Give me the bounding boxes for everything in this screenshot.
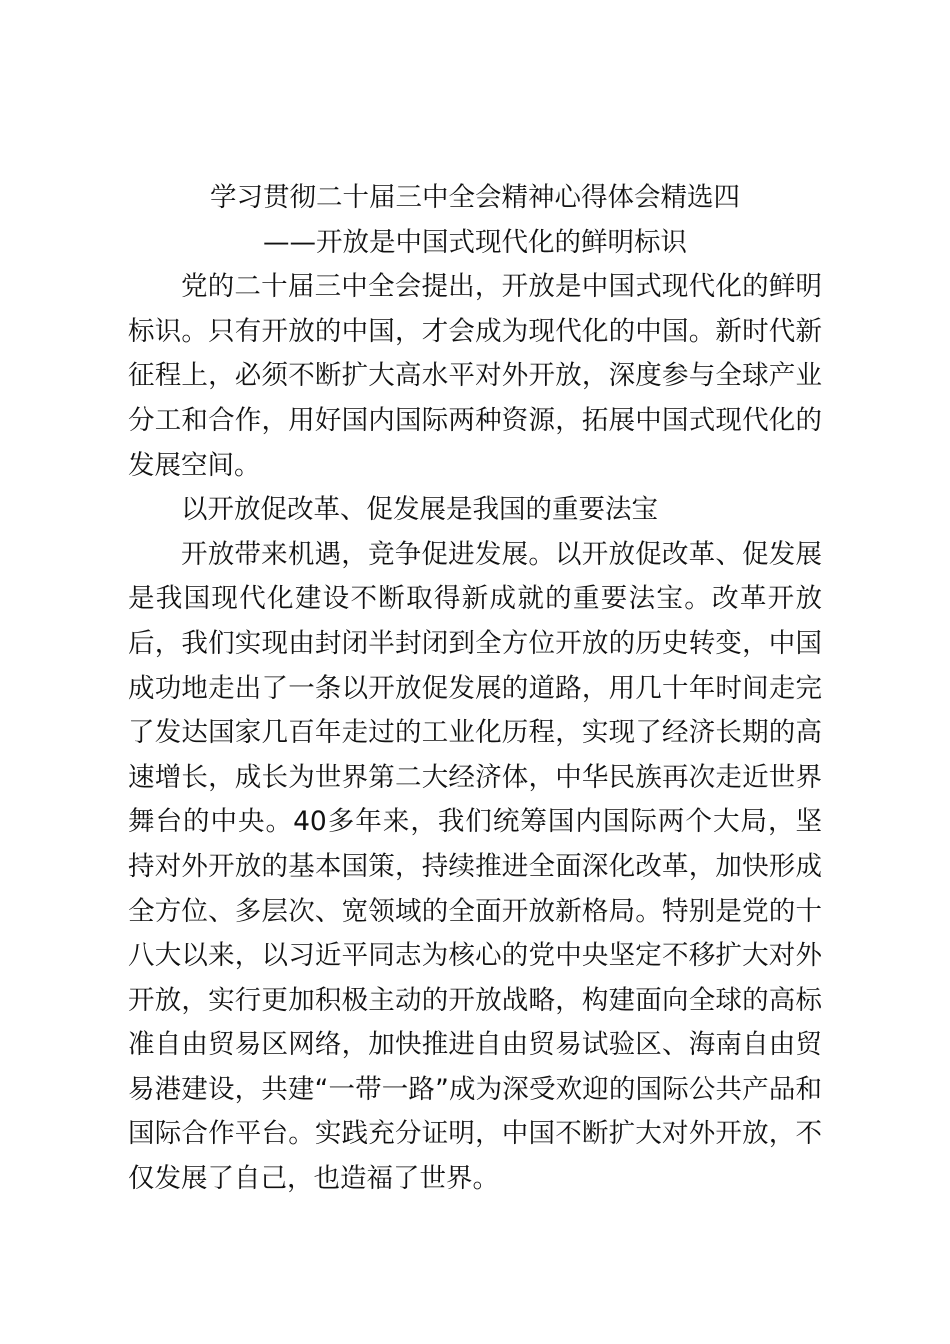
document-subtitle: ——开放是中国式现代化的鲜明标识 [263, 226, 687, 258]
section-heading: 以开放促改革、促发展是我国的重要法宝 [181, 494, 658, 526]
document-title: 学习贯彻二十届三中全会精神心得体会精选四 [210, 182, 740, 213]
document-body [128, 176, 822, 1202]
body-paragraph: 开放带来机遇，竞争促进发展。以开放促改革、促发展是我国现代化建设不断取得新成就的重要法宝。改革开放后，我们实现由封闭半封闭到全方位开放的历史转变，中国成功地走出了一条以开放促发展的道路，用几十年时间走完了发达国家几百年走过的工业化历程，实现了经济长期的高速增长，成长为世界第二大经济体，中华民族再次走近世界舞台的中央。40多年来，我们统筹国内国际两个大局，坚持对外开放的基本国策，持续推进全面深化改革，加快形成全方位、多层次、宽领域的全面开放新格局。特别是党的十八大以来，以习近平同志为核心的党中央坚定不移扩大对外开放，实行更加积极主动的开放战略，构建面向全球的高标准自由贸易区网络，加快推进自由贸易试验区、海南自由贸易港建设，共建“一带一路”成为深受欢迎的国际公共产品和国际合作平台。实践充分证明，中国不断扩大对外开放，不仅发展了自己，也造福了世界。 [128, 538, 822, 1195]
intro-paragraph: 党的二十届三中全会提出，开放是中国式现代化的鲜明标识。只有开放的中国，才会成为现代化的中国。新时代新征程上，必须不断扩大高水平对外开放，深度参与全球产业分工和合作，用好国内国际两种资源，拓展中国式现代化的发展空间。 [128, 271, 822, 481]
